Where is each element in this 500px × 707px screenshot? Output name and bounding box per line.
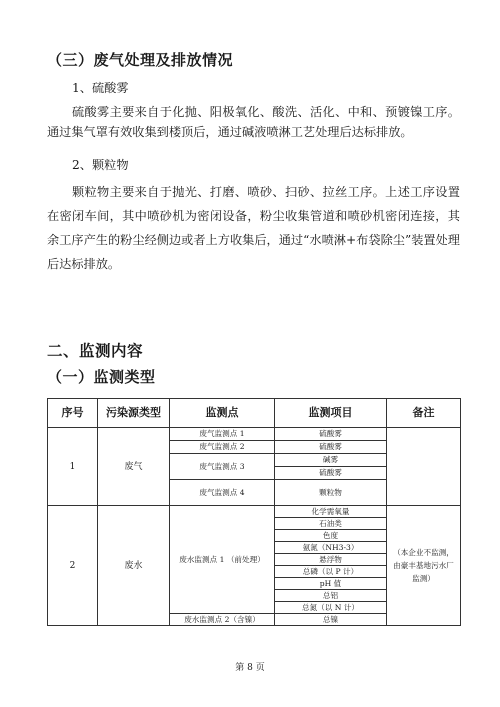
water-item-1: 化学需氧量 <box>275 506 387 518</box>
water-point-2: 废水监测点 2（含镍） <box>170 614 275 626</box>
gas-item-1: 硫酸雾 <box>275 428 387 441</box>
water-item-2: 石油类 <box>275 518 387 530</box>
gas-item-3: 碱雾 <box>275 454 387 467</box>
water-item-6: 总磷（以 P 计） <box>275 566 387 578</box>
header-monitoring-point: 监测点 <box>170 399 275 428</box>
gas-item-4: 硫酸雾 <box>275 467 387 480</box>
subsection-title-particulate: 2、颗粒物 <box>72 158 129 172</box>
water-item-4: 氨氮（NH3-3） <box>275 542 387 554</box>
header-remarks: 备注 <box>387 399 461 428</box>
paragraph-particulate: 颗粒物主要来自于抛光、打磨、喷砂、扫砂、拉丝工序。上述工序设置在密闭车间，其中喷砂机为密闭设备，粉尘收集管道和喷砂机密闭连接，其余工序产生的粉尘经侧边或者上方收集后，通过“水喷淋+布袋除尘”装置处理后达标排放。 <box>47 185 460 271</box>
page-number: 第 8 页 <box>235 663 265 673</box>
paragraph-sulfuric-mist: 硫酸雾主要来自于化抛、阳极氧化、酸洗、活化、中和、预镀镍工序。通过集气罩有效收集到楼顶后，通过碱液喷淋工艺处理后达标排放。 <box>47 105 460 139</box>
gas-row-no: 1 <box>48 428 98 506</box>
section-title-exhaust: （三）废气处理及排放情况 <box>47 51 234 69</box>
gas-item-2: 硫酸雾 <box>275 441 387 454</box>
table-header-row <box>48 399 461 428</box>
monitoring-table <box>47 398 461 626</box>
water-point-1: 废水监测点 1 （前处理） <box>170 506 275 614</box>
gas-point-4: 废气监测点 4 <box>170 480 275 506</box>
section-title-monitoring: 二、监测内容 <box>47 342 144 360</box>
subsection-title-monitoring-type: （一）监测类型 <box>47 368 156 386</box>
water-item-9: 总氮（以 N 计） <box>275 602 387 614</box>
header-no: 序号 <box>48 399 98 428</box>
gas-point-1: 废气监测点 1 <box>170 428 275 441</box>
table-row <box>48 506 461 518</box>
header-source-type: 污染源类型 <box>98 399 170 428</box>
water-remarks: （本企业不监测，由豪丰基地污水厂监测） <box>387 506 461 626</box>
water-row-no: 2 <box>48 506 98 626</box>
water-item-10: 总镍 <box>275 614 387 626</box>
gas-point-3: 废气监测点 3 <box>170 454 275 480</box>
table-row <box>48 428 461 441</box>
water-item-3: 色度 <box>275 530 387 542</box>
gas-source-type: 废气 <box>98 428 170 506</box>
subsection-title-sulfuric-mist: 1、硫酸雾 <box>72 81 129 95</box>
gas-point-2: 废气监测点 2 <box>170 441 275 454</box>
water-item-7: pH 值 <box>275 578 387 590</box>
water-source-type: 废水 <box>98 506 170 626</box>
water-item-5: 悬浮物 <box>275 554 387 566</box>
gas-remarks <box>387 428 461 506</box>
header-monitoring-item: 监测项目 <box>275 399 387 428</box>
gas-item-5: 颗粒物 <box>275 480 387 506</box>
water-item-8: 总铝 <box>275 590 387 602</box>
